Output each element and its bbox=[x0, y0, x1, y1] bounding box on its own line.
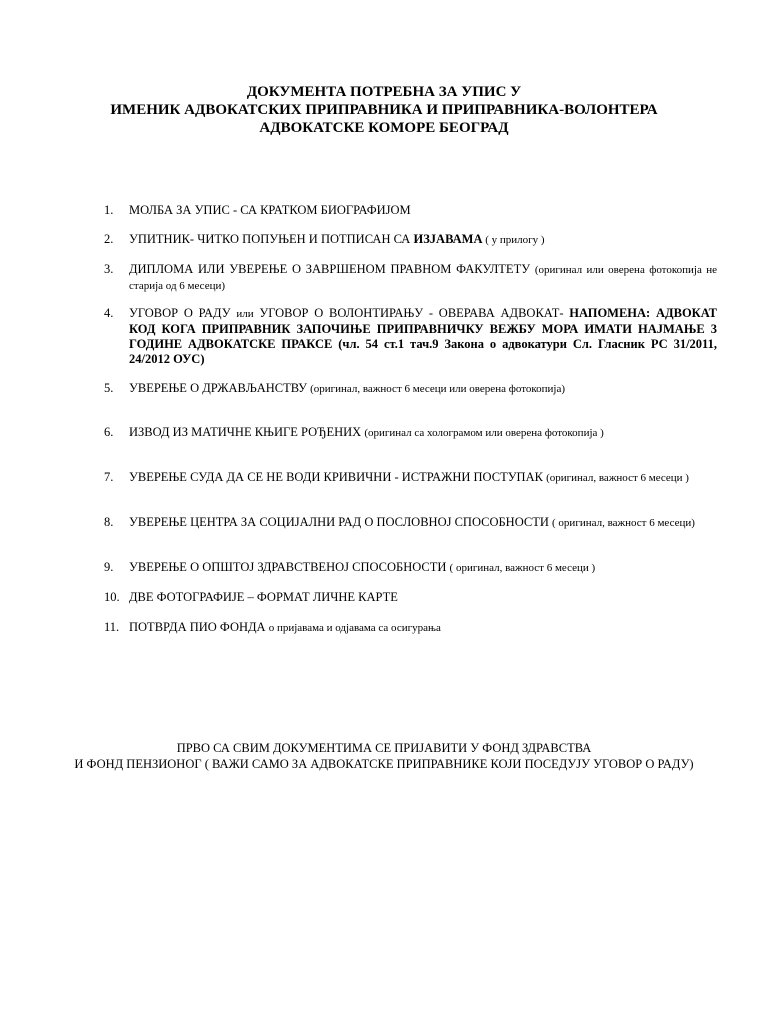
item-text: УГОВОР О ВОЛОНТИРАЊУ - ОВЕРАВА АДВОКАТ- bbox=[253, 306, 570, 320]
item-number: 3. bbox=[104, 262, 114, 276]
item-text: ДВЕ ФОТОГРАФИЈЕ – ФОРМАТ ЛИЧНЕ КАРТЕ bbox=[129, 590, 398, 604]
item-note: (оригинал, важност 6 месеци ) bbox=[546, 472, 689, 484]
item-text-bold: ИЗЈАВАМА bbox=[413, 232, 483, 246]
item-text: УВЕРЕЊЕ СУДА ДА СЕ НЕ ВОДИ КРИВИЧНИ - ИСТРАЖНИ ПОСТУПАК bbox=[129, 470, 547, 484]
item-note: или bbox=[236, 308, 254, 320]
list-item bbox=[104, 262, 717, 294]
item-text: ПОТВРДА ПИО ФОНДА bbox=[129, 620, 269, 634]
list-item bbox=[104, 620, 717, 636]
list-item bbox=[104, 232, 717, 248]
footer-line-2: И ФОНД ПЕНЗИОНОГ ( ВАЖИ САМО ЗА АДВОКАТСКЕ ПРИПРАВНИКЕ КОЈИ ПОСЕДУЈУ УГОВОР О РАДУ) bbox=[74, 757, 694, 771]
list-item bbox=[104, 381, 717, 397]
item-number: 10. bbox=[104, 590, 120, 604]
item-number: 9. bbox=[104, 560, 114, 574]
item-note: ( оригинал, важност 6 месеци ) bbox=[449, 562, 596, 574]
list-item bbox=[104, 590, 717, 605]
item-note: (оригинал са хологрaмом или оверена фотокопија ) bbox=[364, 427, 604, 439]
footer-line-1: ПРВО СА СВИМ ДОКУМЕНТИМА СЕ ПРИЈАВИТИ У ФОНД ЗДРАВСТВА bbox=[176, 741, 592, 755]
item-text: УГОВОР О РАДУ bbox=[129, 306, 237, 320]
item-text: ИЗВОД ИЗ МАТИЧНЕ КЊИГЕ РОЂЕНИХ bbox=[129, 425, 365, 439]
heading-line-2: ИМЕНИК АДВОКАТСКИХ ПРИПРАВНИКА И ПРИПРАВНИКА-ВОЛОНТЕРА bbox=[110, 102, 658, 118]
item-note: ( у прилогу ) bbox=[482, 234, 545, 246]
item-text: УВЕРЕЊЕ ЦЕНТРА ЗА СОЦИЈАЛНИ РАД О ПОСЛОВНОЈ СПОСОБНОСТИ bbox=[129, 515, 553, 529]
item-text: УВЕРЕЊЕ О ОПШТОЈ ЗДРАВСТВЕНОЈ СПОСОБНОСТИ bbox=[129, 560, 450, 574]
list-item bbox=[104, 470, 717, 486]
item-number: 11. bbox=[104, 620, 120, 634]
item-number: 2. bbox=[104, 232, 114, 246]
item-note: (оригинал, важност 6 месеци или оверена фотокопија) bbox=[310, 383, 566, 395]
item-number: 4. bbox=[104, 306, 114, 320]
list-item bbox=[104, 425, 717, 441]
item-text: ДИПЛОМА ИЛИ УВЕРЕЊЕ О ЗАВРШЕНОМ ПРАВНОМ ФАКУЛТЕТУ bbox=[129, 262, 535, 276]
item-number: 6. bbox=[104, 425, 114, 439]
document-heading bbox=[0, 83, 768, 137]
heading-line-1: ДОКУМЕНТА ПОТРЕБНА ЗА УПИС У bbox=[246, 84, 522, 100]
item-text: МОЛБА ЗА УПИС - СА КРАТКОМ БИОГРАФИЈОМ bbox=[129, 203, 411, 217]
item-number: 5. bbox=[104, 381, 114, 395]
item-text-bold: НАПОМЕНА: АДВОКАТ КОД КОГА ПРИПРАВНИК ЗАПОЧИЊЕ ПРИПРАВНИЧКУ ВЕЖБУ МОРА ИМАТИ НАЈМАЊЕ 3 ГОДИНЕ АДВОКАТСКЕ ПРАКСЕ (чл. 54 ст.1 тач.9 Закона о адвокатури Сл. Гласник РС 31/2011, 24/2012 ОУС) bbox=[129, 306, 717, 366]
list-item bbox=[104, 203, 717, 218]
item-note: (оригинал или оверена фотокопија не старија од 6 месеци) bbox=[129, 264, 717, 292]
item-number: 8. bbox=[104, 515, 114, 529]
item-note: о пријавама и одјавама са осигурања bbox=[268, 622, 441, 634]
list-item bbox=[104, 306, 717, 367]
item-text: УВЕРЕЊЕ О ДРЖАВЉАНСТВУ bbox=[129, 381, 311, 395]
item-number: 7. bbox=[104, 470, 114, 484]
document-footer-note bbox=[0, 740, 768, 772]
list-item bbox=[104, 515, 717, 531]
list-item bbox=[104, 560, 717, 576]
item-note: ( оригинал, важност 6 месеци) bbox=[552, 517, 695, 529]
heading-line-3: АДВОКАТСКЕ КОМОРЕ БЕОГРАД bbox=[259, 120, 509, 136]
item-text: УПИТНИК- ЧИТКО ПОПУЊЕН И ПОТПИСАН СА bbox=[129, 232, 414, 246]
item-number: 1. bbox=[104, 203, 114, 217]
